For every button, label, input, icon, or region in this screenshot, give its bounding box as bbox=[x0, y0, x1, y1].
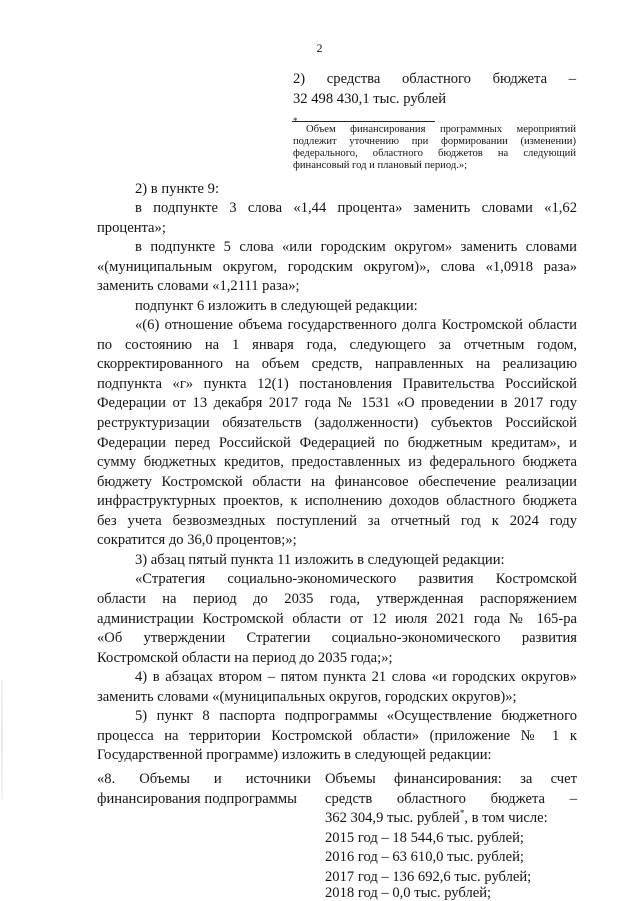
paragraph-line: администрации Костромской области от 12 июля 2021 года № 165-ра bbox=[97, 611, 577, 627]
paragraph-line: бюджету Костромской области на финансовое обеспечение реализации bbox=[97, 474, 577, 490]
paragraph-item-2: 2) в пункте 9: bbox=[135, 181, 220, 197]
page-number: 2 bbox=[316, 41, 323, 55]
year-amount-2017: 2017 год – 136 692,6 тыс. рублей; bbox=[325, 869, 532, 885]
paragraph-line: сумму бюджетных кредитов, предоставленных из федерального бюджета bbox=[97, 454, 577, 470]
paragraph-line: подпункт 6 изложить в следующей редакции: bbox=[135, 298, 418, 314]
paragraph-line: Костромской области на период до 2035 года;»; bbox=[97, 650, 393, 666]
paragraph-line: заменить словами «1,2111 раза»; bbox=[97, 278, 300, 294]
paragraph-line: 3) абзац пятый пункта 11 изложить в следующей редакции: bbox=[135, 552, 505, 568]
total-amount: 362 304,9 тыс. рублей bbox=[325, 810, 460, 826]
paragraph-line: процента»; bbox=[97, 220, 166, 236]
paragraph-line: области на период до 2035 года, утвержденная распоряжением bbox=[97, 591, 577, 607]
paragraph-line: сократится до 36,0 процентов;»; bbox=[97, 532, 297, 548]
paragraph-line: в подпункте 3 слова «1,44 процента» заменить словами «1,62 bbox=[135, 200, 577, 216]
footnote-mark: * bbox=[293, 116, 298, 126]
paragraph-line: скорректированного на объем средств, направленных на реализацию bbox=[97, 356, 577, 372]
table-cell-label: «8. Объемы и источники bbox=[97, 771, 311, 787]
paragraph-line: 4) в абзацах втором – пятом пункта 21 слова «и городских округов» bbox=[135, 669, 577, 685]
table-cell-value bbox=[325, 809, 577, 829]
paragraph-line: подпункта «г» пункта 12(1) постановления Правительства Российской bbox=[97, 376, 577, 392]
table-cell-value: средств областного бюджета – bbox=[325, 791, 577, 807]
paragraph-line: «(6) отношение объема государственного долга Костромской области bbox=[135, 317, 577, 333]
funding-source-line: 2) средства областного бюджета – bbox=[293, 71, 576, 87]
year-amount-2018: 2018 год – 0,0 тыс. рублей; bbox=[325, 885, 492, 901]
paragraph-line: «Стратегия социально-экономического развития Костромской bbox=[135, 571, 577, 587]
footnote-line: финансовый год и плановый период.»; bbox=[293, 160, 468, 171]
table-cell-label: финансирования подпрограммы bbox=[97, 791, 297, 807]
year-amount-2016: 2016 год – 63 610,0 тыс. рублей; bbox=[325, 849, 524, 865]
year-amount-2015: 2015 год – 18 544,6 тыс. рублей; bbox=[325, 830, 524, 846]
paragraph-line: реструктуризации обязательств (задолженности) субъектов Российской bbox=[97, 415, 577, 431]
funding-amount-line: 32 498 430,1 тыс. рублей bbox=[293, 91, 447, 107]
scan-edge-shadow bbox=[1, 680, 3, 800]
footnote-reference: * bbox=[459, 808, 465, 819]
footnote-line: федерального, областного бюджетов на следующий bbox=[293, 148, 576, 159]
paragraph-line: Федерации перед Российской Федерацией по бюджетным кредитам», и bbox=[97, 435, 577, 451]
footnote-line: Объем финансирования программных мероприятий bbox=[306, 124, 576, 135]
footnote-line: подлежит уточнению при формировании (изменении) bbox=[293, 136, 576, 147]
footnote-rule bbox=[292, 121, 435, 122]
table-cell-value: Объемы финансирования: за счет bbox=[325, 771, 577, 787]
paragraph-line: заменить словами «(муниципальных округов, городских округов)»; bbox=[97, 689, 517, 705]
paragraph-line: в подпункте 5 слова «или городским округом» заменить словами bbox=[135, 239, 577, 255]
paragraph-line: Федерации от 13 декабря 2017 года № 1531 «О проведении в 2017 году bbox=[97, 395, 577, 411]
amount-tail: , в том числе: bbox=[464, 810, 548, 826]
paragraph-line: «Об утверждении Стратегии социально-экономического развития bbox=[97, 630, 577, 646]
paragraph-line: по состоянию на 1 января года, следующего за отчетным годом, bbox=[97, 337, 577, 353]
paragraph-line: инфраструктурных проектов, к исполнению доходов областного бюджета bbox=[97, 493, 577, 509]
paragraph-line: «(муниципальным округом, городским округом)», слова «1,0918 раза» bbox=[97, 259, 577, 275]
paragraph-line: процесса на территории Костромской области» (приложение № 1 к bbox=[97, 728, 577, 744]
paragraph-line: без учета безвозмездных поступлений за отчетный год к 2024 году bbox=[97, 513, 577, 529]
paragraph-line: Государственной программе) изложить в следующей редакции: bbox=[97, 747, 492, 763]
paragraph-line: 5) пункт 8 паспорта подпрограммы «Осуществление бюджетного bbox=[135, 708, 577, 724]
